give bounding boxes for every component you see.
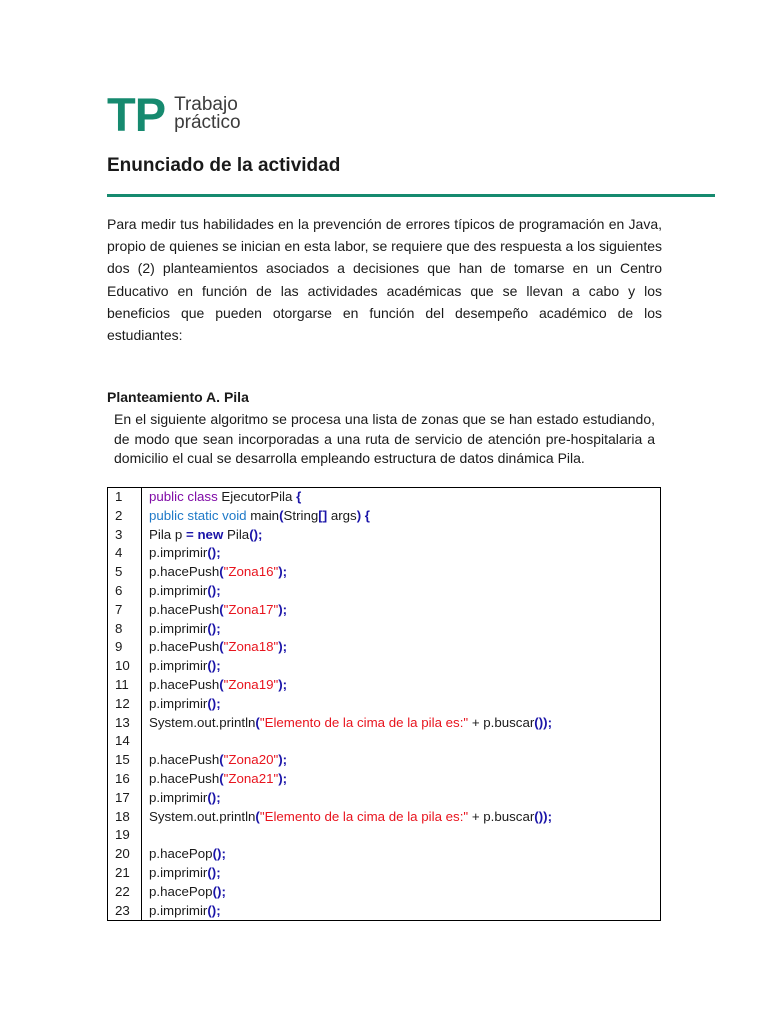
code-line-source [142, 808, 661, 827]
code-line-number: 23 [108, 902, 142, 921]
code-line-source [142, 563, 661, 582]
code-line [108, 601, 661, 620]
code-line [108, 620, 661, 639]
code-token: "Elemento de la cima de la pila es:" [259, 808, 469, 824]
code-line-source [142, 902, 661, 921]
code-line-number: 12 [108, 695, 142, 714]
code-token: ); [278, 770, 288, 786]
code-line [108, 582, 661, 601]
code-line [108, 657, 661, 676]
code-token: new [197, 526, 224, 542]
logo-text [174, 96, 241, 132]
code-token: p.hacePush [149, 564, 220, 580]
code-token: ( [219, 752, 224, 768]
code-token: p.imprimir [149, 902, 208, 918]
code-line [108, 864, 661, 883]
code-token: p.hacePush [149, 752, 220, 768]
code-token: "Zona21" [223, 770, 279, 786]
code-token: ()); [534, 808, 552, 824]
code-token: ); [278, 752, 288, 768]
code-token: ( [219, 639, 224, 655]
code-line [108, 488, 661, 507]
code-line [108, 902, 661, 921]
code-token: ( [219, 601, 224, 617]
code-line [108, 883, 661, 902]
code-token: ( [219, 676, 224, 692]
code-token: main [246, 507, 280, 523]
code-token: (); [249, 526, 263, 542]
code-line [108, 638, 661, 657]
code-line-number: 4 [108, 544, 142, 563]
code-line-source [142, 789, 661, 808]
code-line [108, 789, 661, 808]
code-line [108, 845, 661, 864]
code-token: ); [278, 639, 288, 655]
code-line-source [142, 732, 661, 751]
code-line [108, 732, 661, 751]
code-line-number: 14 [108, 732, 142, 751]
code-token: (); [207, 658, 221, 674]
code-token: "Zona20" [223, 752, 279, 768]
code-token: (); [207, 545, 221, 561]
code-token: (); [207, 864, 221, 880]
code-token: Pila [223, 526, 250, 542]
code-line-number: 15 [108, 751, 142, 770]
code-line-source [142, 526, 661, 545]
code-token: "Zona17" [223, 601, 279, 617]
code-token: ( [219, 564, 224, 580]
code-line-number: 6 [108, 582, 142, 601]
logo-line-2: práctico [174, 112, 241, 133]
code-token: p.hacePush [149, 770, 220, 786]
code-token: ); [278, 676, 288, 692]
code-line [108, 526, 661, 545]
code-line [108, 808, 661, 827]
code-token: ) { [356, 507, 370, 523]
code-line [108, 770, 661, 789]
code-line-number: 13 [108, 714, 142, 733]
code-token: (); [207, 902, 221, 918]
code-line-source [142, 601, 661, 620]
code-token: "Zona19" [223, 676, 279, 692]
code-token: Pila p [149, 526, 186, 542]
code-token: (); [207, 789, 221, 805]
code-line-number: 2 [108, 507, 142, 526]
code-line-number: 5 [108, 563, 142, 582]
code-line-source [142, 751, 661, 770]
code-line-source [142, 582, 661, 601]
code-token: ); [278, 564, 288, 580]
code-line-source [142, 714, 661, 733]
code-token: p.hacePush [149, 676, 220, 692]
code-token: ( [219, 770, 224, 786]
code-line [108, 826, 661, 845]
code-token: = [185, 526, 194, 542]
code-line-source [142, 544, 661, 563]
code-token: args [327, 507, 357, 523]
code-line-number: 18 [108, 808, 142, 827]
code-line-number: 17 [108, 789, 142, 808]
code-line-number: 21 [108, 864, 142, 883]
code-token: (); [207, 582, 221, 598]
code-line-number: 8 [108, 620, 142, 639]
code-token: p.imprimir [149, 620, 208, 636]
code-line-source [142, 507, 661, 526]
code-line-source [142, 657, 661, 676]
code-token: (); [207, 695, 221, 711]
code-line-number: 7 [108, 601, 142, 620]
code-token: public class [149, 489, 218, 504]
section-heading: Planteamiento A. Pila [107, 389, 249, 405]
code-line-source [142, 488, 661, 507]
logo-mark: TP [107, 88, 166, 141]
code-token: + p.buscar [468, 808, 535, 824]
code-token: p.imprimir [149, 658, 208, 674]
logo-line-1: Trabajo [174, 94, 238, 115]
code-token: p.hacePush [149, 601, 220, 617]
code-token: p.hacePush [149, 639, 220, 655]
code-token: [] [318, 507, 328, 523]
code-line [108, 714, 661, 733]
code-line [108, 676, 661, 695]
code-line-number: 1 [108, 488, 142, 507]
code-line-source [142, 845, 661, 864]
code-token: p.hacePop [149, 846, 213, 862]
code-line-number: 16 [108, 770, 142, 789]
code-line-source [142, 638, 661, 657]
code-token: System.out.println [149, 808, 256, 824]
code-token: String [283, 507, 319, 523]
logo [107, 88, 241, 141]
code-line [108, 563, 661, 582]
code-line [108, 695, 661, 714]
code-token: p.imprimir [149, 545, 208, 561]
code-line-number: 3 [108, 526, 142, 545]
code-token: ); [278, 601, 288, 617]
code-line-number: 9 [108, 638, 142, 657]
code-line [108, 507, 661, 526]
title-divider [107, 194, 715, 197]
code-token: ( [279, 507, 284, 523]
code-token: p.imprimir [149, 864, 208, 880]
code-line-number: 20 [108, 845, 142, 864]
code-line [108, 544, 661, 563]
code-line-source [142, 826, 661, 845]
code-line-source [142, 695, 661, 714]
code-token: ( [255, 714, 260, 730]
code-token: "Zona18" [223, 639, 279, 655]
code-token: "Zona16" [223, 564, 279, 580]
intro-paragraph: Para medir tus habilidades en la prevención de errores típicos de programación en Java, propio de quienes se inician en esta labor, se requiere que des respuesta a los siguientes dos (2) planteamientos asociados a decisiones que han de tomarse en un Centro Educativo en función de las actividades académicas que se llevan a cabo y los beneficios que pueden otorgarse en función del desempeño académico de los estudiantes: [107, 216, 662, 344]
code-line-number: 22 [108, 883, 142, 902]
code-line-number: 19 [108, 826, 142, 845]
code-token: { [296, 489, 302, 504]
code-token: p.hacePop [149, 883, 213, 899]
code-line-source [142, 676, 661, 695]
page-title: Enunciado de la actividad [107, 155, 341, 176]
code-line-source [142, 864, 661, 883]
code-token: p.imprimir [149, 582, 208, 598]
code-token: "Elemento de la cima de la pila es:" [259, 714, 469, 730]
code-token: ( [255, 808, 260, 824]
code-token: p.imprimir [149, 695, 208, 711]
code-line-number: 10 [108, 657, 142, 676]
code-token: p.imprimir [149, 789, 208, 805]
code-line-source [142, 620, 661, 639]
code-line [108, 751, 661, 770]
section-body: En el siguiente algoritmo se procesa una lista de zonas que se han estado estudiando, de modo que sean incorporadas a una ruta de servicio de atención pre-hospitalaria a domicilio el cual se desarrolla empleando estructura de datos dinámica Pila. [114, 411, 655, 466]
code-token: (); [212, 883, 226, 899]
code-token: EjecutorPila [217, 489, 297, 504]
code-line-source [142, 770, 661, 789]
code-token: (); [212, 846, 226, 862]
code-token: + p.buscar [468, 714, 535, 730]
code-line-number: 11 [108, 676, 142, 695]
code-table [107, 487, 661, 921]
code-token: System.out.println [149, 714, 256, 730]
code-token: public static void [149, 507, 247, 523]
code-token: ()); [534, 714, 552, 730]
code-line-source [142, 883, 661, 902]
code-token: (); [207, 620, 221, 636]
